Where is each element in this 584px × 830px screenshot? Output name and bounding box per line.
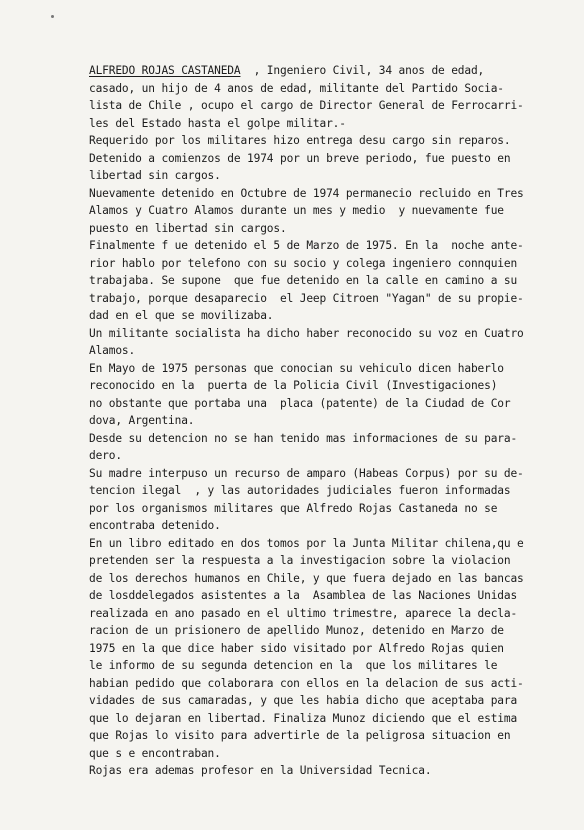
text-line: lista de Chile , ocupo el cargo de Director General de Ferrocarri- bbox=[89, 99, 524, 112]
text-line: dad en el que se movilizaba. bbox=[89, 309, 274, 322]
first-line-rest: , Ingeniero Civil, 34 anos de edad, bbox=[240, 64, 485, 77]
text-line: dova, Argentina. bbox=[89, 414, 195, 427]
text-line: que lo dejaran en libertad. Finaliza Munoz diciendo que el estima bbox=[89, 711, 518, 725]
text-line: Un militante socialista ha dicho haber reconocido su voz en Cuatro bbox=[89, 326, 524, 340]
text-line: Alamos. bbox=[89, 344, 136, 357]
text-line: En un libro editado en dos tomos por la Junta Militar chilena,qu e bbox=[89, 536, 524, 550]
text-line: les del Estado hasta el golpe militar.- bbox=[89, 116, 346, 130]
text-line: rior hablo por telefono con su socio y colega ingeniero connquien bbox=[89, 256, 518, 270]
text-line: casado, un hijo de 4 anos de edad, militante del Partido Socia- bbox=[89, 81, 504, 95]
text-line: habian pedido que colaborara con ellos en la delacion de sus acti- bbox=[89, 676, 524, 690]
text-line: libertad sin cargos. bbox=[89, 169, 221, 182]
text-line: reconocido en la puerta de la Policia Civil (Investigaciones) bbox=[89, 379, 498, 392]
text-line: 1975 en la que dice haber sido visitado por Alfredo Rojas quien bbox=[89, 641, 504, 655]
text-line: tencion ilegal , y las autoridades judiciales fueron informadas bbox=[89, 484, 511, 497]
paper-speck bbox=[51, 15, 54, 18]
text-line: que s e encontraban. bbox=[89, 746, 221, 760]
text-line: Detenido a comienzos de 1974 por un breve periodo, fue puesto en bbox=[89, 151, 511, 165]
text-line: trabajaba. Se supone que fue detenido en la calle en camino a su bbox=[89, 274, 518, 287]
text-line: Alamos y Cuatro Alamos durante un mes y medio y nuevamente fue bbox=[89, 204, 504, 217]
text-line: Nuevamente detenido en Octubre de 1974 permanecio recluido en Tres bbox=[89, 186, 524, 200]
first-line bbox=[89, 62, 577, 80]
text-line: Desde su detencion no se han tenido mas informaciones de su para- bbox=[89, 431, 518, 445]
text-line: de los derechos humanos en Chile, y que fuera dejado en las bancas bbox=[89, 571, 524, 585]
text-line: En Mayo de 1975 personas que conocian su vehiculo dicen haberlo bbox=[89, 361, 504, 375]
text-line: vidades de sus camaradas, y que les habia dicho que aceptaba para bbox=[89, 694, 518, 707]
text-line: Finalmente f ue detenido el 5 de Marzo de 1975. En la noche ante- bbox=[89, 239, 524, 252]
text-line: por los organismos militares que Alfredo Rojas Castaneda no se bbox=[89, 501, 498, 515]
text-line: le informo de su segunda detencion en la que los militares le bbox=[89, 659, 498, 672]
text-line: Rojas era ademas profesor en la Universidad Tecnica. bbox=[89, 764, 432, 777]
text-line: de losddelegados asistentes a la Asamblea de las Naciones Unidas bbox=[89, 589, 518, 602]
text-line: encontraba detenido. bbox=[89, 519, 221, 532]
text-line: racion de un prisionero de apellido Munoz, detenido en Marzo de bbox=[89, 624, 504, 637]
text-line: que Rojas lo visito para advertirle de la peligrosa situacion en bbox=[89, 729, 511, 742]
text-line: dero. bbox=[89, 449, 122, 462]
text-line: realizada en ano pasado en el ultimo trimestre, aparece la decla- bbox=[89, 606, 518, 620]
text-line: Su madre interpuso un recurso de amparo (Habeas Corpus) por su de- bbox=[89, 466, 524, 480]
typed-text-body bbox=[89, 62, 577, 780]
subject-name: ALFREDO ROJAS CASTANEDA bbox=[89, 64, 241, 77]
text-line: trabajo, porque desaparecio el Jeep Citroen "Yagan" de su propie- bbox=[89, 291, 524, 305]
text-line: Requerido por los militares hizo entrega desu cargo sin reparos. bbox=[89, 134, 511, 147]
text-line: pretenden ser la respuesta a la investigacion sobre la violacion bbox=[89, 554, 511, 567]
text-line: no obstante que portaba una placa (patente) de la Ciudad de Cor bbox=[89, 396, 511, 410]
text-line: puesto en libertad sin cargos. bbox=[89, 221, 287, 235]
